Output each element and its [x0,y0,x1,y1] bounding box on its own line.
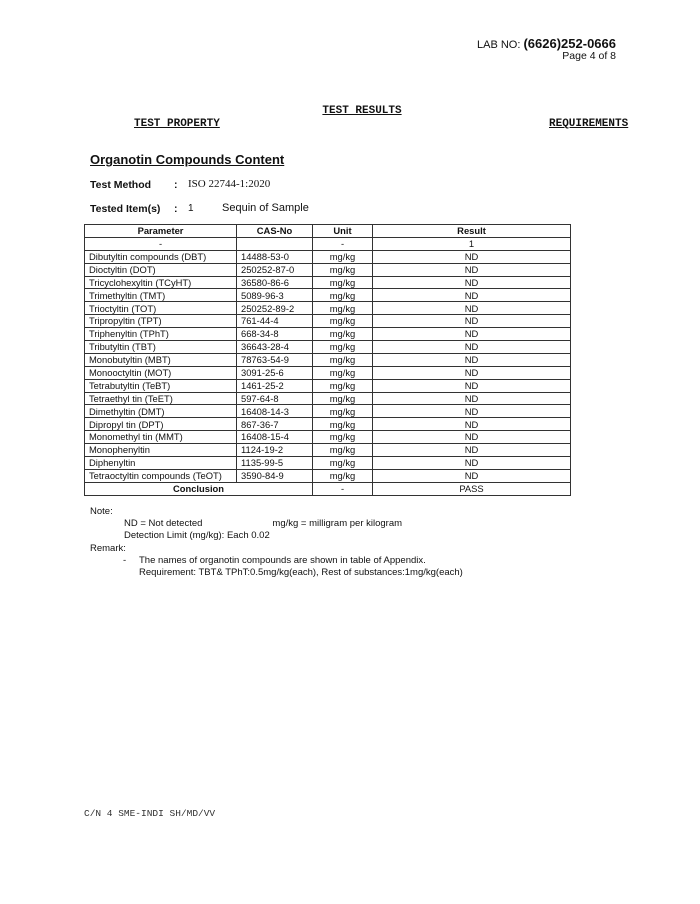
result-cell: ND [373,444,571,457]
column-header: Result [373,225,571,238]
parameter-cell: Monobutyltin (MBT) [85,353,237,366]
remark-text-1: The names of organotin compounds are shown in table of Appendix. [139,554,426,566]
tested-items-label: Tested Item(s) [90,203,161,215]
unit-cell: mg/kg [313,263,373,276]
parameter-cell: Dimethyltin (DMT) [85,405,237,418]
unit-cell: mg/kg [313,302,373,315]
subheader-cell [237,237,313,250]
result-cell: ND [373,418,571,431]
cas-number-cell: 5089-96-3 [237,289,313,302]
unit-cell: mg/kg [313,444,373,457]
result-cell: ND [373,341,571,354]
footer-code: C/N 4 SME-INDI SH/MD/VV [84,808,216,819]
result-cell: ND [373,276,571,289]
result-cell: ND [373,250,571,263]
table-row [85,353,571,366]
table-row [85,341,571,354]
parameter-cell: Trioctyltin (TOT) [85,302,237,315]
parameter-cell: Triphenyltin (TPhT) [85,328,237,341]
cas-number-cell: 1461-25-2 [237,379,313,392]
table-row [85,379,571,392]
remark-dash: - [123,554,127,566]
table-row [85,457,571,470]
unit-cell: mg/kg [313,276,373,289]
cas-number-cell: 1135-99-5 [237,457,313,470]
detection-limit: Detection Limit (mg/kg): Each 0.02 [124,530,270,542]
result-cell: ND [373,263,571,276]
lab-number-label: LAB NO: [477,39,521,51]
tested-items-number: 1 [188,203,194,214]
unit-cell: mg/kg [313,405,373,418]
unit-cell: mg/kg [313,250,373,263]
conclusion-row [85,482,571,495]
cas-number-cell: 250252-89-2 [237,302,313,315]
unit-cell: mg/kg [313,469,373,482]
subheader-cell: - [313,237,373,250]
page-indicator: Page 4 of 8 [562,50,616,62]
result-cell: ND [373,315,571,328]
tested-items-description: Sequin of Sample [222,202,309,214]
parameter-cell: Dioctyltin (DOT) [85,263,237,276]
column-header: CAS-No [237,225,313,238]
cas-number-cell: 761-44-4 [237,315,313,328]
tested-items-colon: : [174,203,178,215]
requirements-heading: REQUIREMENTS [549,118,629,130]
cas-number-cell: 14488-53-0 [237,250,313,263]
cas-number-cell: 668-34-8 [237,328,313,341]
parameter-cell: Tetrabutyltin (TeBT) [85,379,237,392]
table-row [85,469,571,482]
parameter-cell: Dibutyltin compounds (DBT) [85,250,237,263]
parameter-cell: Tetraoctyltin compounds (TeOT) [85,469,237,482]
parameter-cell: Monophenyltin [85,444,237,457]
cas-number-cell: 250252-87-0 [237,263,313,276]
subheader-cell: 1 [373,237,571,250]
cas-number-cell: 78763-54-9 [237,353,313,366]
table-row [85,289,571,302]
abbreviation-line [90,518,463,530]
table-row [85,315,571,328]
remark-label: Remark: [90,542,126,554]
unit-cell: mg/kg [313,289,373,302]
table-row [85,431,571,444]
parameter-cell: Tetraethyl tin (TeET) [85,392,237,405]
results-table [84,224,571,496]
unit-cell: mg/kg [313,328,373,341]
cas-number-cell: 1124-19-2 [237,444,313,457]
cas-number-cell: 16408-14-3 [237,405,313,418]
cas-number-cell: 3091-25-6 [237,366,313,379]
parameter-cell: Dipropyl tin (DPT) [85,418,237,431]
result-cell: ND [373,379,571,392]
unit-cell: mg/kg [313,418,373,431]
table-row [85,328,571,341]
parameter-cell: Monomethyl tin (MMT) [85,431,237,444]
unit-cell: mg/kg [313,379,373,392]
cas-number-cell: 3590-84-9 [237,469,313,482]
unit-cell: mg/kg [313,353,373,366]
table-row [85,276,571,289]
result-cell: ND [373,328,571,341]
table-header-row [85,225,571,238]
note-label: Note: [90,506,113,517]
result-cell: ND [373,469,571,482]
test-property-heading: TEST PROPERTY [134,118,220,130]
result-cell: ND [373,457,571,470]
table-row [85,366,571,379]
unit-cell: mg/kg [313,341,373,354]
results-body [85,250,571,482]
unit-cell: mg/kg [313,392,373,405]
result-cell: ND [373,405,571,418]
result-cell: ND [373,366,571,379]
cas-number-cell: 36580-86-6 [237,276,313,289]
table-row [85,405,571,418]
notes-section [90,506,463,579]
cas-number-cell: 16408-15-4 [237,431,313,444]
parameter-cell: Diphenyltin [85,457,237,470]
table-row [85,263,571,276]
remark-text-2: Requirement: TBT& TPhT:0.5mg/kg(each), Rest of substances:1mg/kg(each) [139,567,463,579]
unit-cell: mg/kg [313,315,373,328]
conclusion-unit: - [313,482,373,495]
cas-number-cell: 36643-28-4 [237,341,313,354]
result-cell: ND [373,302,571,315]
remark-item [90,555,463,567]
mgkg-definition: mg/kg = milligram per kilogram [272,518,403,530]
unit-cell: mg/kg [313,431,373,444]
unit-cell: mg/kg [313,457,373,470]
subheader-cell: - [85,237,237,250]
result-cell: ND [373,431,571,444]
parameter-cell: Tributyltin (TBT) [85,341,237,354]
column-header: Unit [313,225,373,238]
parameter-cell: Tricyclohexyltin (TCyHT) [85,276,237,289]
lab-number-value: (6626)252-0666 [523,36,616,51]
test-method-value: ISO 22744-1:2020 [188,178,271,190]
conclusion-result: PASS [373,482,571,495]
parameter-cell: Tripropyltin (TPT) [85,315,237,328]
column-header: Parameter [85,225,237,238]
section-title: Organotin Compounds Content [90,152,285,167]
parameter-cell: Trimethyltin (TMT) [85,289,237,302]
test-results-heading: TEST RESULTS [322,105,402,117]
result-cell: ND [373,353,571,366]
test-method-colon: : [174,179,178,191]
cas-number-cell: 597-64-8 [237,392,313,405]
unit-cell: mg/kg [313,366,373,379]
table-row [85,418,571,431]
result-cell: ND [373,392,571,405]
conclusion-label: Conclusion [85,482,313,495]
parameter-cell: Monooctyltin (MOT) [85,366,237,379]
nd-definition: ND = Not detected [124,518,203,530]
table-row [85,302,571,315]
result-cell: ND [373,289,571,302]
table-row [85,250,571,263]
test-method-label: Test Method [90,179,152,191]
table-row [85,392,571,405]
table-subheader-row [85,237,571,250]
table-row [85,444,571,457]
cas-number-cell: 867-36-7 [237,418,313,431]
lab-number [477,36,616,51]
